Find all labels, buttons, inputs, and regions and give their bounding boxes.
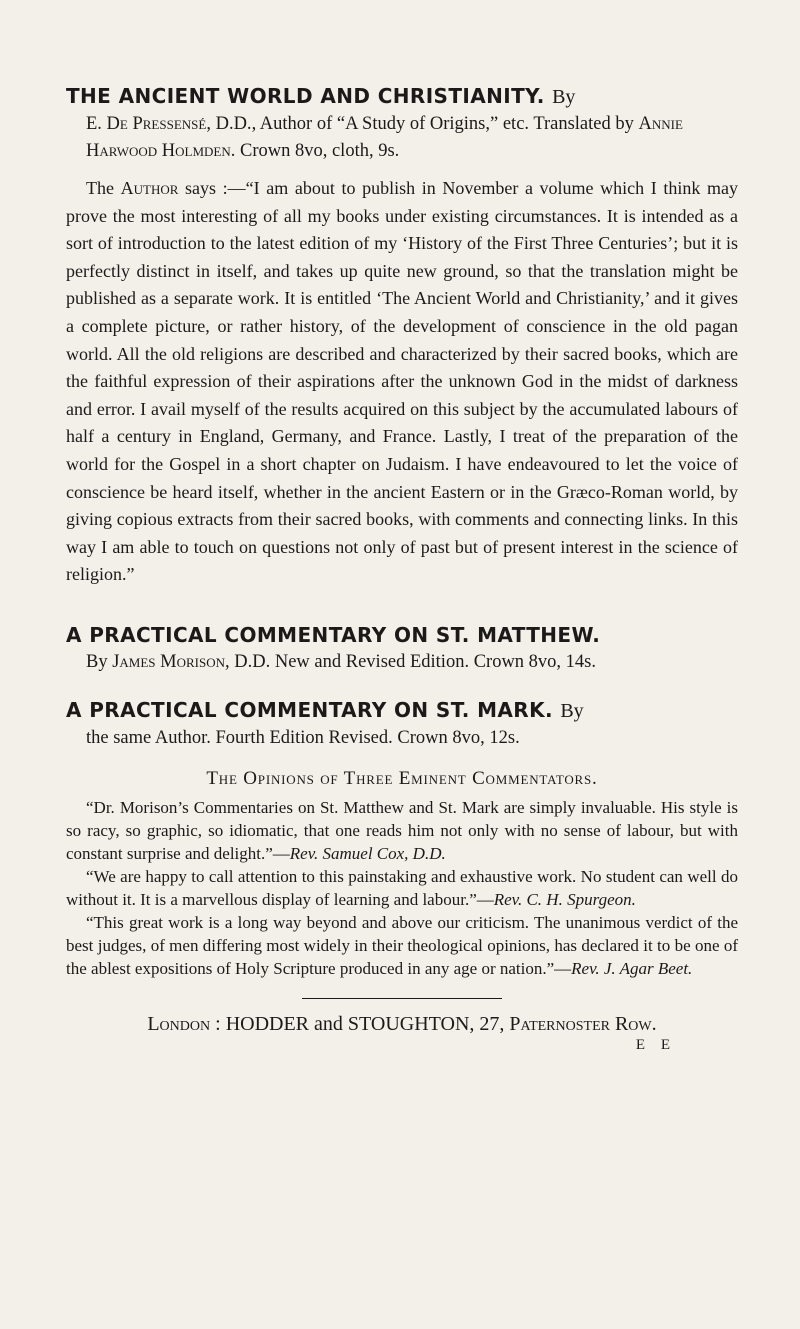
entry-edition: the same Author. Fourth Edition Revised. Crown 8vo, 12s. xyxy=(86,727,520,748)
opinion-text: “We are happy to call attention to this painstaking and exhaustive work. No student can well do without it. It is a marvellous display of learning and labour.”— xyxy=(66,866,738,909)
entry-title: A PRACTICAL COMMENTARY ON ST. MATTHEW. xyxy=(66,622,601,647)
entry-by: By xyxy=(560,699,584,722)
entry-author: E. De Pressensé, D.D. xyxy=(86,114,252,134)
quote-lead: The xyxy=(86,178,121,198)
author-quote xyxy=(66,175,738,589)
entry-details xyxy=(66,649,738,676)
entry-translator: Annie Harwood Holmden xyxy=(86,114,683,161)
entry-details xyxy=(66,725,738,752)
opinion-source: Rev. J. Agar Beet. xyxy=(571,958,693,978)
entry-heading xyxy=(66,696,738,725)
entry-st-mark xyxy=(66,696,738,752)
entry-heading xyxy=(66,621,738,649)
entry-by: By xyxy=(86,651,108,672)
opinions-heading: The Opinions of Three Eminent Commentators. xyxy=(206,767,598,789)
entry-ancient-world xyxy=(66,82,738,589)
opinion-source: Rev. Samuel Cox, D.D. xyxy=(289,843,446,863)
imprint-address: 27, Paternoster Row. xyxy=(479,1012,657,1035)
entry-author: James Morison, D.D. xyxy=(112,651,271,672)
entry-format: . Crown 8vo, cloth, 9s. xyxy=(230,141,400,161)
divider-rule xyxy=(302,998,502,999)
opinion-beet xyxy=(66,911,738,980)
entry-edition: New and Revised Edition. Crown 8vo, 14s. xyxy=(270,651,597,672)
opinion-text: “This great work is a long way beyond and above our criticism. The unanimous verdict of the best judges, of men differing most widely in their theological opinions, has declared it to be one of the ablest expositions of Holy Scripture produced in any age or nation.”— xyxy=(66,912,738,978)
opinions-section xyxy=(66,768,738,980)
quote-text: “I am about to publish in November a volume which I think may prove the most interesting of all my books under existing circumstances. It is intended as a sort of introduction to the latest edition of my ‘History of the First Three Centuries’; but it is perfectly distinct in itself, and takes up quite new ground, so that the translation might be published as a separate work. It is entitled ‘The Ancient World and Christianity,’ and it gives a complete picture, or rather history, of the development of conscience in the old pagan world. All the old religions are described and characterized by their sacred books, which are the faithful expression of their aspirations after the unknown God in the midst of darkness and error. I avail myself of the results acquired on this subject by the accumulated labours of half a century in England, Germany, and France. Lastly, I treat of the preparation of the world for the Gospel in a short chapter on Judaism. I have endeavoured to let the voice of conscience be heard itself, whether in the ancient Eastern or in the Græco-Roman world, by giving copious extracts from their sacred books, with comments and connecting links. In this way I am able to touch on questions not only of past but of present interest in the science of religion.” xyxy=(66,178,739,585)
quote-author: Author xyxy=(120,178,179,198)
entry-details xyxy=(66,111,738,165)
publisher-imprint: London : HODDER and STOUGHTON, 27, Paternoster Row. xyxy=(147,1012,657,1035)
opinion-spurgeon xyxy=(66,865,738,911)
entry-title: A PRACTICAL COMMENTARY ON ST. MARK. xyxy=(66,697,553,722)
entry-author-description: , Author of “A Study of Origins,” etc. Translated by xyxy=(251,114,639,134)
entry-st-matthew xyxy=(66,621,738,676)
entry-title: THE ANCIENT WORLD AND CHRISTIANITY. xyxy=(66,84,545,108)
imprint-publisher: HODDER and STOUGHTON, xyxy=(225,1012,475,1035)
entry-heading xyxy=(66,82,738,111)
printer-signature: E E xyxy=(635,1036,676,1053)
imprint-city: London xyxy=(147,1012,211,1035)
opinion-cox xyxy=(66,796,738,865)
entry-by: By xyxy=(552,86,576,108)
opinion-source: Rev. C. H. Spurgeon. xyxy=(493,889,636,909)
quote-says: says :— xyxy=(178,178,246,198)
opinion-text: “Dr. Morison’s Commentaries on St. Matthew and St. Mark are simply invaluable. His style is so racy, so graphic, so idiomatic, that one reads him not only with no sense of labour, but with constant surprise and delight.”— xyxy=(66,797,738,863)
